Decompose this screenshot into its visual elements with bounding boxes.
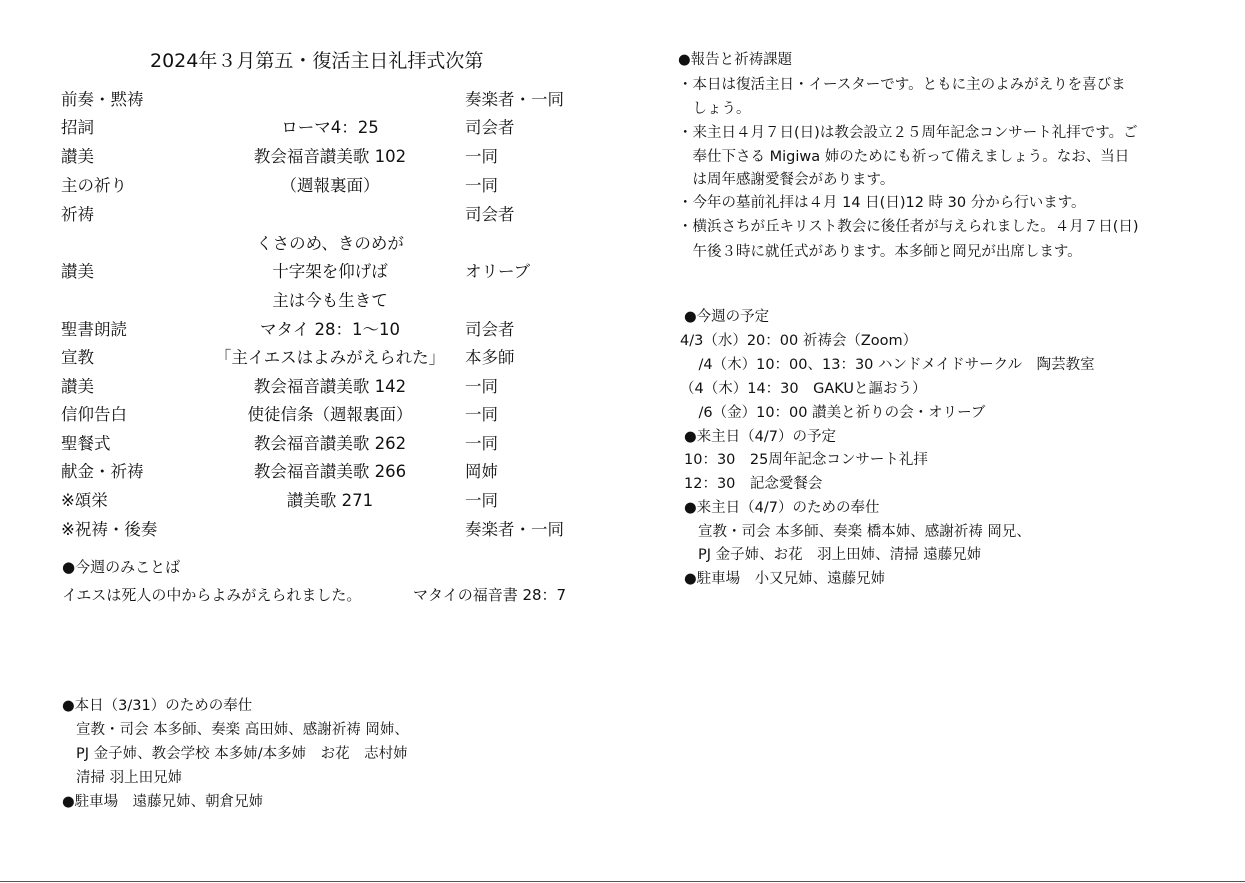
order-person: 岡姉: [465, 462, 498, 481]
today-service-line: 清掃 羽上田兄姉: [76, 770, 183, 786]
order-item: 聖餐式: [61, 434, 111, 453]
report-line: ・来主日４月７日(日)は教会設立２５周年記念コンサート礼拝です。ご: [678, 125, 1138, 141]
report-line: ・今年の墓前礼拝は４月 14 日(日)12 時 30 分から行います。: [678, 195, 1086, 211]
today-parking: ●駐車場 遠藤兄姉、朝倉兄姉: [62, 794, 264, 810]
order-person: 司会者: [465, 205, 515, 224]
order-person: 一同: [465, 176, 498, 195]
order-row: [0, 516, 620, 544]
bottom-rule: [0, 881, 1245, 882]
order-item: 讃美: [61, 377, 94, 396]
order-detail: マタイ 28：1～10: [260, 320, 400, 339]
today-service-line: 宣教・司会 本多師、奏楽 高田姉、感謝祈祷 岡姉、: [76, 722, 409, 738]
order-item: 宣教: [61, 348, 94, 367]
report-line: しょう。: [678, 101, 751, 117]
today-service-line: PJ 金子姉、教会学校 本多姉/本多姉 お花 志村姉: [76, 746, 408, 762]
verse-heading: ●今週のみことば: [62, 558, 181, 576]
schedule-line: /6（金）10：00 讃美と祈りの会・オリーブ: [684, 405, 986, 421]
order-detail: 十字架を仰げば: [272, 262, 388, 281]
order-row: [0, 86, 620, 114]
order-item: 祈祷: [61, 205, 94, 224]
order-item: 信仰告白: [61, 405, 127, 424]
order-person: 司会者: [465, 320, 515, 339]
order-row: [0, 373, 620, 401]
order-detail: 「主イエスはよみがえられた」: [214, 348, 446, 367]
order-person: 一同: [465, 434, 498, 453]
reports-heading: ●報告と祈祷課題: [678, 52, 793, 68]
schedule-line: /4（木）10：00、13：30 ハンドメイドサークル 陶芸教室: [684, 357, 1095, 373]
order-row: [0, 458, 620, 486]
report-line: ・本日は復活主日・イースターです。ともに主のよみがえりを喜びま: [678, 77, 1126, 93]
order-detail: 使徒信条（週報裏面）: [247, 405, 413, 424]
report-line: ・横浜さちが丘キリスト教会に後任者が与えられました。４月７日(日): [678, 219, 1139, 235]
next-sunday-line: 12：30 記念愛餐会: [684, 476, 823, 492]
verse-text: イエスは死人の中からよみがえられました。: [62, 586, 362, 604]
order-row: [0, 172, 620, 200]
order-person: 司会者: [465, 118, 515, 137]
order-detail: 主は今も生きて: [272, 291, 388, 310]
order-person: 奏楽者・一同: [465, 90, 564, 109]
order-row: [0, 230, 620, 258]
order-row: [0, 401, 620, 429]
order-row: [0, 143, 620, 171]
order-item: 前奏・黙祷: [61, 90, 144, 109]
schedule-line: （4（木）14：30 GAKUと謳おう）: [680, 381, 927, 397]
report-line: 午後３時に就任式があります。本多師と岡兄が出席します。: [678, 244, 1082, 260]
next-sunday-heading: ●来主日（4/7）の予定: [684, 429, 836, 445]
order-item: 讃美: [61, 147, 94, 166]
order-row: [0, 430, 620, 458]
order-detail: 讃美歌 271: [286, 491, 374, 510]
schedule-line: 4/3（水）20：00 祈祷会（Zoom）: [680, 333, 918, 349]
order-row: [0, 287, 620, 315]
next-service-line: 宣教・司会 本多師、奏楽 橋本姉、感謝祈祷 岡兄、: [698, 524, 1031, 540]
next-service-line: PJ 金子姉、お花 羽上田姉、清掃 遠藤兄姉: [698, 547, 982, 563]
order-item: 招詞: [61, 118, 94, 137]
order-person: 奏楽者・一同: [465, 520, 564, 539]
order-person: オリーブ: [465, 262, 531, 281]
order-row: [0, 114, 620, 142]
order-item: 讃美: [61, 262, 94, 281]
schedule-heading: ●今週の予定: [684, 309, 770, 325]
order-row: [0, 487, 620, 515]
order-item: 主の祈り: [61, 176, 127, 195]
order-item: ※祝祷・後奏: [61, 520, 158, 539]
order-item: 聖書朗読: [61, 320, 127, 339]
today-service-heading: ●本日（3/31）のための奉仕: [62, 698, 253, 714]
next-service-heading: ●来主日（4/7）のための奉仕: [684, 500, 880, 516]
order-row: [0, 316, 620, 344]
order-detail: 教会福音讃美歌 262: [253, 434, 407, 453]
order-detail: くさのめ、きのめが: [256, 234, 404, 253]
order-person: 本多師: [465, 348, 515, 367]
verse-reference: マタイの福音書 28：7: [413, 586, 567, 604]
order-person: 一同: [465, 377, 498, 396]
order-detail: （週報裏面）: [280, 176, 380, 195]
order-person: 一同: [465, 147, 498, 166]
order-item: ※頌栄: [61, 491, 108, 510]
next-sunday-line: 10：30 25周年記念コンサート礼拝: [684, 452, 928, 468]
order-person: 一同: [465, 405, 498, 424]
report-line: 奉仕下さる Migiwa 姉のためにも祈って備えましょう。なお、当日: [678, 149, 1130, 165]
page-title: 2024年３月第五・復活主日礼拝式次第: [150, 50, 484, 72]
order-person: 一同: [465, 491, 498, 510]
order-row: [0, 258, 620, 286]
next-parking: ●駐車場 小又兄姉、遠藤兄姉: [684, 571, 886, 587]
order-row: [0, 344, 620, 372]
order-detail: 教会福音讃美歌 102: [253, 147, 407, 166]
order-item: 献金・祈祷: [61, 462, 144, 481]
order-row: [0, 201, 620, 229]
order-detail: ローマ4：25: [281, 118, 379, 137]
order-detail: 教会福音讃美歌 266: [253, 462, 407, 481]
order-detail: 教会福音讃美歌 142: [253, 377, 407, 396]
report-line: は周年感謝愛餐会があります。: [678, 172, 895, 188]
